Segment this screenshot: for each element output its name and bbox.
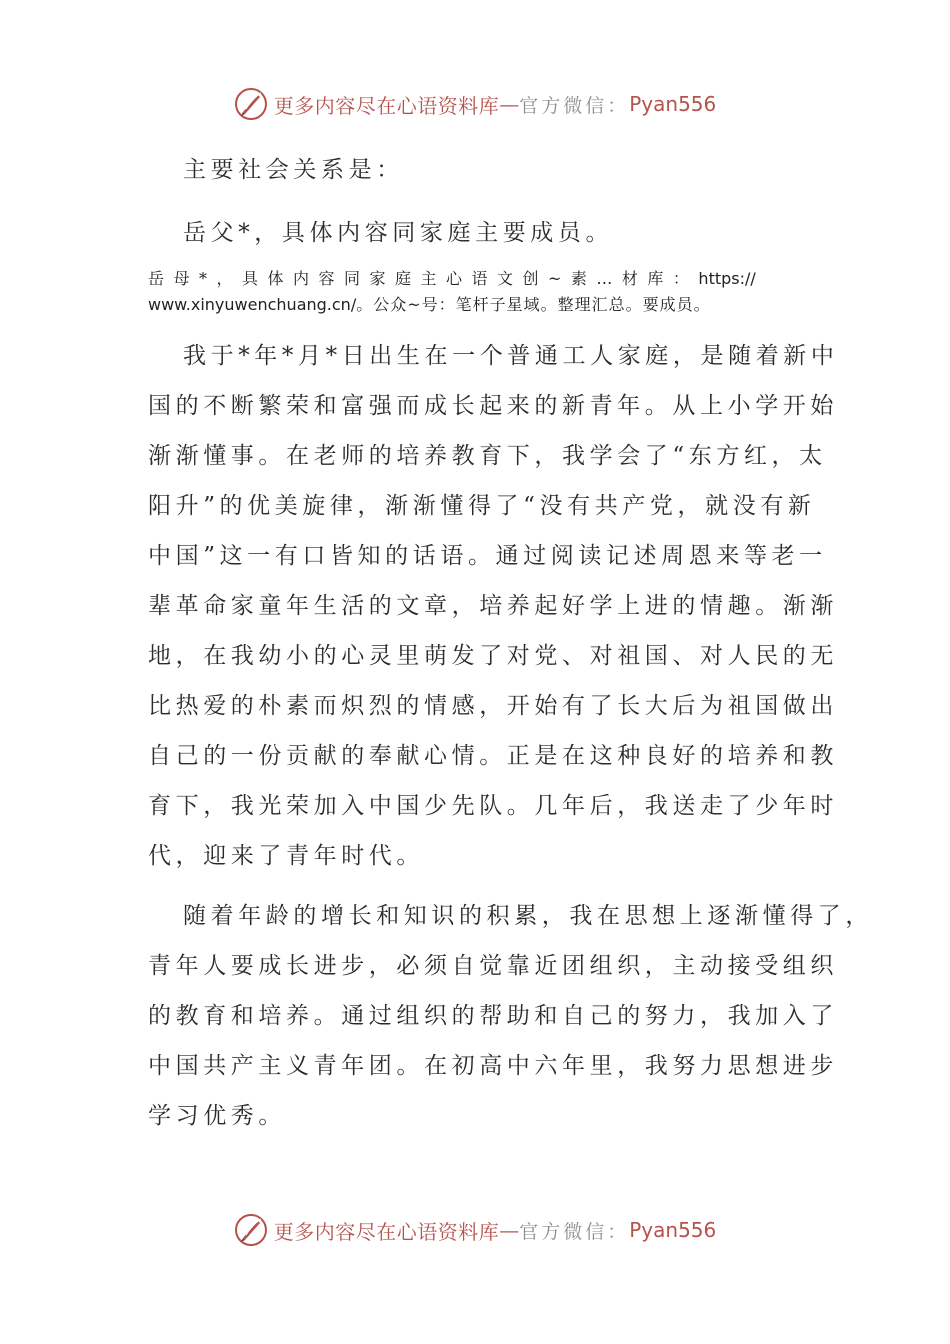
paragraph2-line: 的教育和培养。通过组织的帮助和自己的努力，我加入了 xyxy=(148,1003,838,1029)
mother-in-law-note-prefix: 岳母*，具体内容同家庭主心语文创~素…材库： xyxy=(148,269,699,288)
mother-in-law-note-line1 xyxy=(148,269,756,289)
source-url-part2: www.xinyuwenchuang.cn/ xyxy=(148,295,357,314)
paragraph1-line: 阳升”的优美旋律，渐渐懂得了“没有共产党，就没有新 xyxy=(148,493,816,519)
paragraph1-line: 国的不断繁荣和富强而成长起来的新青年。从上小学开始 xyxy=(148,393,838,419)
paragraph2-line: 随着年龄的增长和知识的积累，我在思想上逐渐懂得了， xyxy=(183,903,873,929)
paragraph1-line: 中国”这一有口皆知的话语。通过阅读记述周恩来等老一 xyxy=(148,543,827,569)
source-url-part1: https:// xyxy=(698,269,756,288)
promo-dash: — xyxy=(499,1218,520,1242)
mother-in-law-note-line2 xyxy=(148,295,711,315)
promo-dash: — xyxy=(499,92,520,116)
wechat-label: 官方微信： xyxy=(519,1220,630,1243)
mother-in-law-note-suffix: 。公众~号：笔杆子星域。整理汇总。要成员。 xyxy=(356,295,711,314)
quill-pen-logo-icon xyxy=(234,1213,268,1247)
footer-watermark xyxy=(0,1210,950,1250)
paragraph2-line: 青年人要成长进步，必须自觉靠近团组织，主动接受组织 xyxy=(148,953,838,979)
father-in-law-line: 岳父*，具体内容同家庭主要成员。 xyxy=(183,220,614,246)
paragraph1-line: 地，在我幼小的心灵里萌发了对党、对祖国、对人民的无 xyxy=(148,643,838,669)
promo-text: 更多内容尽在心语资料库 xyxy=(273,1219,500,1244)
paragraph2-line: 中国共产主义青年团。在初高中六年里，我努力思想进步 xyxy=(148,1053,838,1079)
paragraph1-line: 辈革命家童年生活的文章，培养起好学上进的情趣。渐渐 xyxy=(148,593,838,619)
wechat-id: Pyan556 xyxy=(629,92,717,116)
paragraph1-line: 比热爱的朴素而炽烈的情感，开始有了长大后为祖国做出 xyxy=(148,693,838,719)
social-relations-heading: 主要社会关系是： xyxy=(183,157,404,183)
paragraph1-line: 我于*年*月*日出生在一个普通工人家庭，是随着新中 xyxy=(183,343,839,369)
promo-text: 更多内容尽在心语资料库 xyxy=(273,93,500,118)
paragraph2-line: 学习优秀。 xyxy=(148,1103,286,1129)
paragraph1-line: 代，迎来了青年时代。 xyxy=(148,843,424,869)
wechat-label: 官方微信： xyxy=(519,94,630,117)
paragraph1-line: 育下，我光荣加入中国少先队。几年后，我送走了少年时 xyxy=(148,793,838,819)
quill-pen-logo-icon xyxy=(234,87,268,121)
header-watermark xyxy=(0,84,950,124)
paragraph1-line: 自己的一份贡献的奉献心情。正是在这种良好的培养和教 xyxy=(148,743,838,769)
wechat-id: Pyan556 xyxy=(629,1218,717,1242)
paragraph1-line: 渐渐懂事。在老师的培养教育下，我学会了“东方红，太 xyxy=(148,443,827,469)
